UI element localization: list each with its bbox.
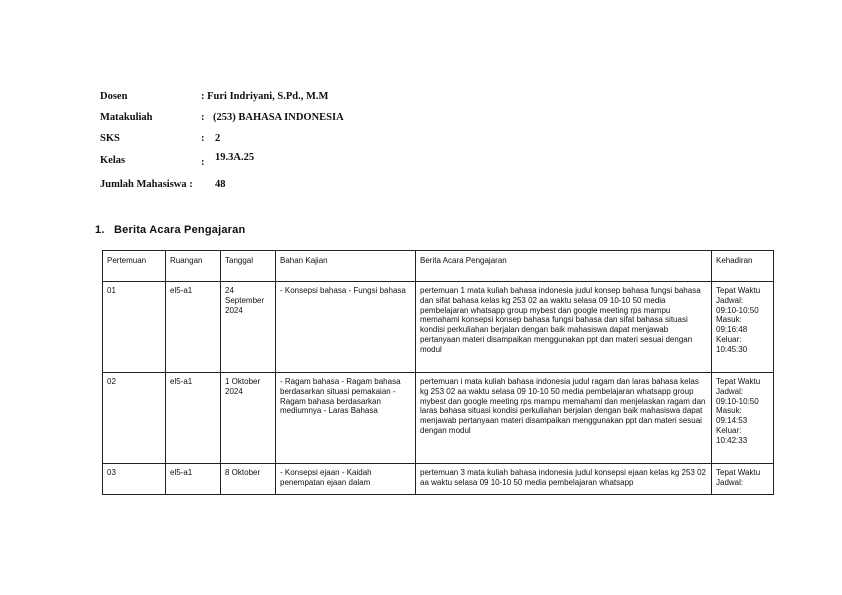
sks-label: SKS (100, 133, 120, 144)
header-ruangan: Ruangan (166, 251, 221, 282)
table-row (103, 373, 774, 464)
sks-colon: : (201, 133, 205, 144)
cell-pertemuan: 02 (103, 373, 166, 464)
cell-bahan-kajian: - Konsepsi bahasa - Fungsi bahasa (276, 282, 416, 373)
cell-kehadiran: Tepat Waktu Jadwal: 09:10-10:50 Masuk: 09:14:53 Keluar: 10:42:33 (712, 373, 774, 464)
kelas-value: 19.3A.25 (215, 152, 255, 163)
cell-kehadiran: Tepat Waktu Jadwal: (712, 464, 774, 495)
cell-tanggal: 1 Oktober 2024 (221, 373, 276, 464)
header-tanggal: Tanggal (221, 251, 276, 282)
cell-bahan-kajian: - Konsepsi ejaan - Kaidah penempatan ejaan dalam (276, 464, 416, 495)
section-number: 1. (95, 224, 105, 236)
cell-bahan-kajian: - Ragam bahasa - Ragam bahasa berdasarkan situasi pemakaian - Ragam bahasa berdasarkan mediumnya - Laras Bahasa (276, 373, 416, 464)
cell-berita-acara: pertemuan i mata kuliah bahasa indonesia judul ragam dan laras bahasa kelas kg 253 02 aa waktu selasa 09 10-10 50 media pembelajaran whatsapp group mybest dan google meeting rps mampu memahami dan menjelaskan ragam dan laras bahasa situasi kondisi perkuliahan berjalan dengan baik mahasiswa dapat menjawab pertanyaan materi disampaikan menggunakan ppt dan materi sesuai dengan modul (416, 373, 712, 464)
cell-ruangan: el5-a1 (166, 464, 221, 495)
berita-acara-table (102, 250, 774, 495)
header-kehadiran: Kehadiran (712, 251, 774, 282)
cell-tanggal: 24 September 2024 (221, 282, 276, 373)
table-header-row (103, 251, 774, 282)
cell-pertemuan: 01 (103, 282, 166, 373)
header-pertemuan: Pertemuan (103, 251, 166, 282)
section-title: Berita Acara Pengajaran (114, 224, 246, 236)
cell-berita-acara: pertemuan 1 mata kuliah bahasa indonesia judul konsep bahasa fungsi bahasa dan sifat bahasa kelas kg 253 02 aa waktu selasa 09 10-10 50 media pembelajaran whatsapp group mybest dan google meeting rps mampu memahami konsepsi konsep bahasa fungsi bahasa dan sifat bahasa situasi kondisi perkuliahan berjalan dengan baik mahasiswa dapat menjawab pertanyaan materi disampaikan menggunakan ppt dan materi sesuai dengan modul (416, 282, 712, 373)
matakuliah-label: Matakuliah (100, 112, 153, 123)
matakuliah-colon: : (201, 112, 205, 123)
cell-ruangan: el5-a1 (166, 373, 221, 464)
kelas-label: Kelas (100, 155, 126, 166)
jumlah-mahasiswa-value: 48 (215, 179, 226, 190)
table-row (103, 464, 774, 495)
sks-value: 2 (215, 133, 221, 144)
dosen-label: Dosen (100, 91, 128, 102)
cell-berita-acara: pertemuan 3 mata kuliah bahasa indonesia judul konsepsi ejaan kelas kg 253 02 aa waktu selasa 09 10-10 50 media pembelajaran whatsapp (416, 464, 712, 495)
cell-ruangan: el5-a1 (166, 282, 221, 373)
cell-kehadiran: Tepat Waktu Jadwal: 09:10-10:50 Masuk: 09:16:48 Keluar: 10:45:30 (712, 282, 774, 373)
matakuliah-value: (253) BAHASA INDONESIA (213, 112, 344, 123)
section-heading (95, 224, 245, 236)
cell-pertemuan: 03 (103, 464, 166, 495)
jumlah-mahasiswa-label: Jumlah Mahasiswa : (100, 179, 193, 190)
header-bahan-kajian: Bahan Kajian (276, 251, 416, 282)
dosen-value: : Furi Indriyani, S.Pd., M.M (201, 91, 329, 102)
kelas-colon: : (201, 157, 205, 168)
table-row (103, 282, 774, 373)
cell-tanggal: 8 Oktober (221, 464, 276, 495)
header-berita-acara: Berita Acara Pengajaran (416, 251, 712, 282)
